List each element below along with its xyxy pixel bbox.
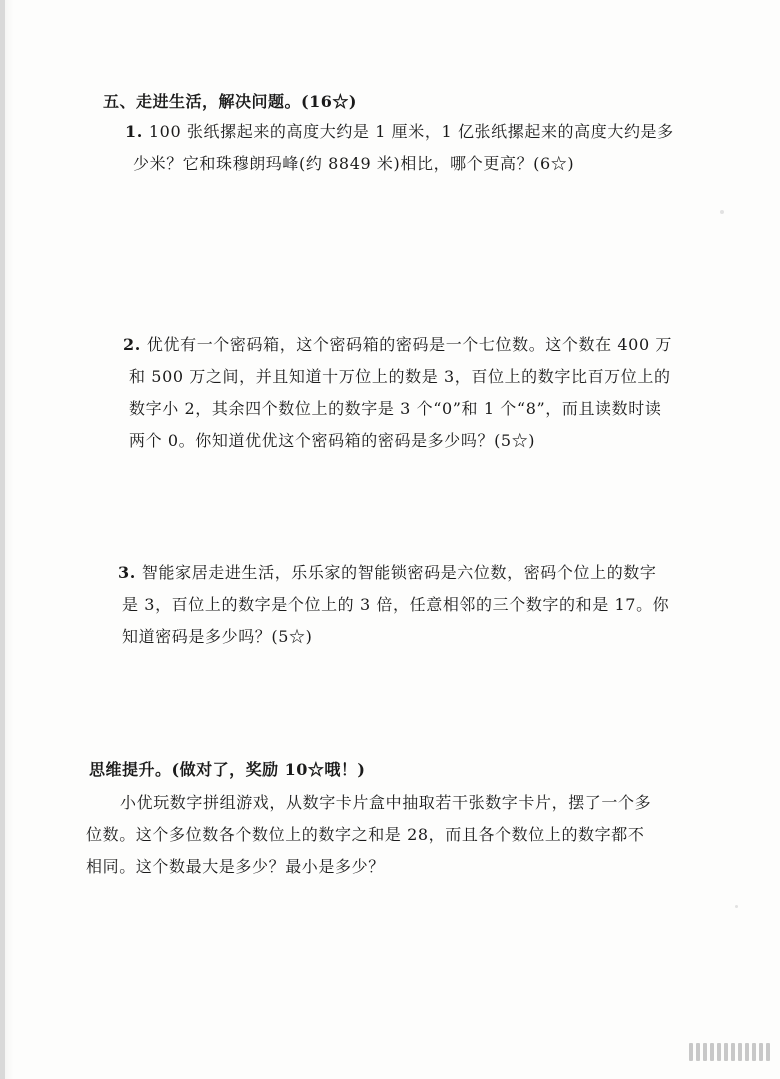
problem-line: 3. 智能家居走进生活，乐乐家的智能锁密码是六位数，密码个位上的数字 [118, 563, 657, 582]
problem-line: 是 3，百位上的数字是个位上的 3 倍，任意相邻的三个数字的和是 17。你 [122, 595, 670, 614]
watermark-bar-icon [710, 1043, 714, 1061]
page-edge-shadow [0, 0, 5, 1079]
watermark-bar-icon [759, 1043, 763, 1061]
problem-line: 少米？它和珠穆朗玛峰(约 8849 米)相比，哪个更高？(6☆) [133, 154, 575, 173]
thinking-heading: 思维提升。(做对了，奖励 10☆哦！) [89, 760, 366, 779]
watermark-bar-icon [724, 1043, 728, 1061]
watermark-bar-icon [717, 1043, 721, 1061]
watermark-bar-icon [689, 1043, 693, 1061]
problem-line: 相同。这个数最大是多少？最小是多少？ [86, 857, 385, 876]
problem-2 [123, 329, 713, 457]
problem-number: 1. [125, 122, 143, 141]
problem-line: 数字小 2，其余四个数位上的数字是 3 个“0”和 1 个“8”，而且读数时读 [129, 399, 662, 418]
problem-line: 小优玩数字拼组游戏，从数字卡片盒中抽取若干张数字卡片，摆了一个多 [120, 793, 652, 812]
problem-line: 和 500 万之间，并且知道十万位上的数是 3，百位上的数字比百万位上的 [129, 367, 671, 386]
watermark-bar-icon [703, 1043, 707, 1061]
problem-number: 3. [118, 563, 136, 582]
scan-speck [720, 210, 724, 214]
watermark [689, 1043, 770, 1061]
problem-line: 位数。这个多位数各个数位上的数字之和是 28，而且各个数位上的数字都不 [86, 825, 645, 844]
section-heading: 五、走进生活，解决问题。(16☆) [103, 92, 357, 111]
problem-line: 2. 优优有一个密码箱，这个密码箱的密码是一个七位数。这个数在 400 万 [123, 335, 673, 354]
watermark-bar-icon [731, 1043, 735, 1061]
thinking-problem [86, 787, 706, 883]
problem-line: 两个 0。你知道优优这个密码箱的密码是多少吗？(5☆) [129, 431, 536, 450]
watermark-bar-icon [745, 1043, 749, 1061]
problem-line: 知道密码是多少吗？(5☆) [122, 627, 313, 646]
problem-number: 2. [123, 335, 141, 354]
watermark-bar-icon [766, 1043, 770, 1061]
scan-speck [735, 905, 738, 908]
problem-line: 1. 100 张纸摞起来的高度大约是 1 厘米，1 亿张纸摞起来的高度大约是多 [125, 122, 674, 141]
watermark-bar-icon [752, 1043, 756, 1061]
watermark-bar-icon [738, 1043, 742, 1061]
problem-3 [118, 557, 708, 653]
problem-1 [125, 116, 715, 180]
watermark-bar-icon [696, 1043, 700, 1061]
